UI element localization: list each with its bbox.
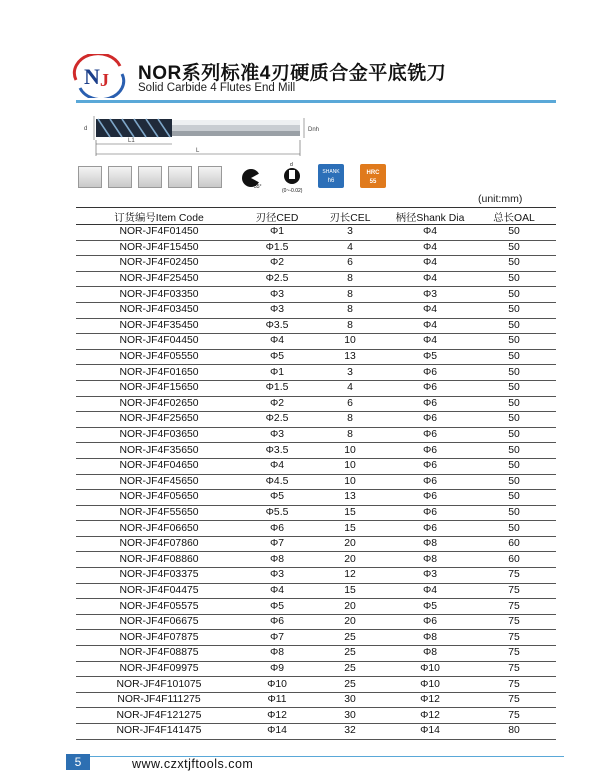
shank-h6-icon [318, 164, 344, 188]
shank-diameter-cell: Φ6 [388, 427, 472, 443]
table-row [76, 536, 556, 552]
overall-length-cell: 50 [472, 521, 556, 537]
unit-label: (unit:mm) [478, 193, 523, 205]
profile-milling-icon [168, 166, 192, 188]
shank-diameter-cell: Φ10 [388, 661, 472, 677]
cutting-diameter-cell: Φ9 [242, 661, 312, 677]
overall-length-cell: 60 [472, 536, 556, 552]
shank-diameter-cell: Φ6 [388, 521, 472, 537]
shank-diameter-cell: Φ5 [388, 349, 472, 365]
overall-length-cell: 75 [472, 568, 556, 584]
cutting-diameter-cell: Φ4 [242, 458, 312, 474]
cutting-length-cell: 25 [312, 677, 388, 693]
item-code-cell: NOR-JF4F02650 [76, 396, 242, 412]
table-row [76, 646, 556, 662]
cutting-diameter-cell: Φ1.5 [242, 380, 312, 396]
table-row [76, 568, 556, 584]
table-row [76, 521, 556, 537]
table-row [76, 349, 556, 365]
item-code-cell: NOR-JF4F25450 [76, 271, 242, 287]
page-subtitle: Solid Carbide 4 Flutes End Mill [138, 82, 296, 94]
table-row [76, 677, 556, 693]
overall-length-cell: 75 [472, 661, 556, 677]
col-cutting-diameter: 刃径CED [242, 208, 312, 225]
overall-length-cell: 50 [472, 256, 556, 272]
tolerance-icon [276, 160, 310, 194]
cutting-diameter-cell: Φ3 [242, 287, 312, 303]
item-code-cell: NOR-JF4F03650 [76, 427, 242, 443]
cutting-diameter-cell: Φ1 [242, 365, 312, 381]
overall-length-cell: 50 [472, 396, 556, 412]
shank-diameter-cell: Φ6 [388, 443, 472, 459]
cutting-length-cell: 8 [312, 318, 388, 334]
shank-diameter-cell: Φ5 [388, 599, 472, 615]
overall-length-cell: 50 [472, 458, 556, 474]
overall-length-cell: 60 [472, 552, 556, 568]
item-code-cell: NOR-JF4F111275 [76, 692, 242, 708]
table-row [76, 614, 556, 630]
item-code-cell: NOR-JF4F04450 [76, 334, 242, 350]
face-milling-icon [138, 166, 162, 188]
shank-diameter-cell: Φ12 [388, 692, 472, 708]
item-code-cell: NOR-JF4F101075 [76, 677, 242, 693]
item-code-cell: NOR-JF4F09975 [76, 661, 242, 677]
overall-length-cell: 50 [472, 334, 556, 350]
item-code-cell: NOR-JF4F03375 [76, 568, 242, 584]
cutting-diameter-cell: Φ2 [242, 256, 312, 272]
table-row [76, 552, 556, 568]
overall-length-cell: 50 [472, 474, 556, 490]
cutting-diameter-cell: Φ4 [242, 334, 312, 350]
cutting-length-cell: 13 [312, 349, 388, 365]
shank-diameter-cell: Φ14 [388, 724, 472, 740]
table-row [76, 692, 556, 708]
table-row [76, 396, 556, 412]
table-row [76, 302, 556, 318]
table-row [76, 630, 556, 646]
cutting-diameter-cell: Φ3.5 [242, 318, 312, 334]
item-code-cell: NOR-JF4F04650 [76, 458, 242, 474]
shank-diameter-cell: Φ4 [388, 318, 472, 334]
item-code-cell: NOR-JF4F05650 [76, 490, 242, 506]
table-row [76, 318, 556, 334]
table-row [76, 287, 556, 303]
item-code-cell: NOR-JF4F06650 [76, 521, 242, 537]
cutting-length-cell: 32 [312, 724, 388, 740]
item-code-cell: NOR-JF4F01650 [76, 365, 242, 381]
shank-diameter-cell: Φ6 [388, 396, 472, 412]
cutting-diameter-cell: Φ2.5 [242, 412, 312, 428]
shank-diameter-cell: Φ6 [388, 412, 472, 428]
cutting-length-cell: 10 [312, 474, 388, 490]
table-row [76, 661, 556, 677]
cutting-diameter-cell: Φ1 [242, 225, 312, 241]
cutting-length-cell: 30 [312, 708, 388, 724]
overall-length-cell: 50 [472, 302, 556, 318]
item-code-cell: NOR-JF4F07875 [76, 630, 242, 646]
cutting-diameter-cell: Φ2.5 [242, 271, 312, 287]
helix-angle-value: 35° [254, 184, 262, 190]
cutting-length-cell: 15 [312, 521, 388, 537]
cutting-length-cell: 10 [312, 458, 388, 474]
cutting-length-cell: 8 [312, 412, 388, 428]
overall-length-cell: 75 [472, 646, 556, 662]
shank-diameter-cell: Φ4 [388, 334, 472, 350]
col-overall-length: 总长OAL [472, 208, 556, 225]
cutting-diameter-cell: Φ5 [242, 490, 312, 506]
cutting-length-cell: 20 [312, 552, 388, 568]
shank-diameter-cell: Φ4 [388, 240, 472, 256]
item-code-cell: NOR-JF4F55650 [76, 505, 242, 521]
item-code-cell: NOR-JF4F25650 [76, 412, 242, 428]
page-number: 5 [66, 754, 90, 770]
cutting-length-cell: 10 [312, 443, 388, 459]
cutting-diameter-cell: Φ12 [242, 708, 312, 724]
item-code-cell: NOR-JF4F07860 [76, 536, 242, 552]
overall-length-cell: 50 [472, 240, 556, 256]
shank-diameter-cell: Φ10 [388, 677, 472, 693]
cutting-diameter-cell: Φ5.5 [242, 505, 312, 521]
table-row [76, 365, 556, 381]
cutting-diameter-cell: Φ4 [242, 583, 312, 599]
cutting-length-cell: 20 [312, 599, 388, 615]
overall-length-cell: 50 [472, 225, 556, 241]
end-mill-drawing [80, 110, 330, 160]
shank-diameter-cell: Φ6 [388, 365, 472, 381]
cutting-length-cell: 6 [312, 256, 388, 272]
item-code-cell: NOR-JF4F15450 [76, 240, 242, 256]
table-body [76, 225, 556, 740]
overall-length-cell: 75 [472, 630, 556, 646]
overall-length-cell: 75 [472, 614, 556, 630]
table-row [76, 380, 556, 396]
cutting-length-cell: 15 [312, 505, 388, 521]
shank-diameter-cell: Φ4 [388, 302, 472, 318]
shank-diameter-cell: Φ4 [388, 583, 472, 599]
cutting-length-cell: 3 [312, 225, 388, 241]
cutting-diameter-cell: Φ10 [242, 677, 312, 693]
table-header-row [76, 208, 556, 225]
shank-diameter-label: Dnh [308, 127, 320, 133]
cutting-diameter-cell: Φ7 [242, 630, 312, 646]
shank-diameter-cell: Φ6 [388, 380, 472, 396]
overall-length-cell: 50 [472, 443, 556, 459]
item-code-cell: NOR-JF4F05550 [76, 349, 242, 365]
table-row [76, 724, 556, 740]
table-row [76, 427, 556, 443]
cutting-length-cell: 30 [312, 692, 388, 708]
cutting-length-cell: 20 [312, 536, 388, 552]
shank-diameter-cell: Φ4 [388, 256, 472, 272]
table-row [76, 271, 556, 287]
item-code-cell: NOR-JF4F08875 [76, 646, 242, 662]
cutting-length-cell: 25 [312, 646, 388, 662]
cutting-length-cell: 13 [312, 490, 388, 506]
hardness-value: 55 [369, 179, 377, 185]
overall-length-cell: 75 [472, 583, 556, 599]
item-code-cell: NOR-JF4F15650 [76, 380, 242, 396]
table-row [76, 334, 556, 350]
shank-diameter-cell: Φ6 [388, 614, 472, 630]
shank-diameter-cell: Φ3 [388, 287, 472, 303]
overall-length-cell: 75 [472, 599, 556, 615]
cutting-diameter-cell: Φ5 [242, 349, 312, 365]
table-row [76, 583, 556, 599]
overall-length-cell: 50 [472, 490, 556, 506]
item-code-cell: NOR-JF4F121275 [76, 708, 242, 724]
cutting-diameter-cell: Φ7 [242, 536, 312, 552]
cutting-length-cell: 25 [312, 630, 388, 646]
shank-diameter-cell: Φ6 [388, 458, 472, 474]
item-code-cell: NOR-JF4F08860 [76, 552, 242, 568]
table-row [76, 458, 556, 474]
cutting-length-cell: 4 [312, 240, 388, 256]
item-code-cell: NOR-JF4F02450 [76, 256, 242, 272]
item-code-cell: NOR-JF4F141475 [76, 724, 242, 740]
shank-tolerance: h6 [327, 178, 335, 184]
cutting-diameter-cell: Φ11 [242, 692, 312, 708]
cutting-length-cell: 3 [312, 365, 388, 381]
table-row [76, 490, 556, 506]
overall-length-cell: 50 [472, 380, 556, 396]
overall-length-cell: 75 [472, 677, 556, 693]
flute-length-label: L1 [128, 138, 135, 144]
svg-text:J: J [100, 70, 109, 90]
overall-length-cell: 50 [472, 271, 556, 287]
overall-length-cell: 50 [472, 427, 556, 443]
table-row [76, 599, 556, 615]
spec-table [76, 207, 556, 740]
cutting-diameter-cell: Φ6 [242, 521, 312, 537]
cutting-diameter-cell: Φ6 [242, 614, 312, 630]
item-code-cell: NOR-JF4F06675 [76, 614, 242, 630]
tolerance-d-label: d [290, 162, 293, 168]
table-row [76, 474, 556, 490]
shank-label: SHANK [322, 169, 340, 175]
shank-diameter-cell: Φ6 [388, 474, 472, 490]
cutting-diameter-cell: Φ8 [242, 646, 312, 662]
cutting-diameter-cell: Φ2 [242, 396, 312, 412]
cutting-diameter-cell: Φ3.5 [242, 443, 312, 459]
shank-diameter-cell: Φ6 [388, 490, 472, 506]
overall-length-cell: 50 [472, 505, 556, 521]
page-title: NOR系列标准4刃硬质合金平底铣刀 [138, 63, 447, 84]
diameter-label: d [84, 126, 88, 132]
table-row [76, 443, 556, 459]
shoulder-milling-icon [78, 166, 102, 188]
col-item-code: 订货编号Item Code [76, 208, 242, 225]
svg-text:N: N [84, 64, 100, 89]
cutting-length-cell: 8 [312, 302, 388, 318]
overall-length-cell: 75 [472, 692, 556, 708]
shank-diameter-cell: Φ4 [388, 271, 472, 287]
item-code-cell: NOR-JF4F35450 [76, 318, 242, 334]
cutting-length-cell: 8 [312, 271, 388, 287]
cutting-length-cell: 10 [312, 334, 388, 350]
cutting-diameter-cell: Φ1.5 [242, 240, 312, 256]
cutting-diameter-cell: Φ5 [242, 599, 312, 615]
shank-diameter-cell: Φ8 [388, 536, 472, 552]
cutting-diameter-cell: Φ8 [242, 552, 312, 568]
overall-length-label: L [196, 148, 200, 154]
overall-length-cell: 80 [472, 724, 556, 740]
cutting-length-cell: 4 [312, 380, 388, 396]
overall-length-cell: 50 [472, 349, 556, 365]
tolerance-value: (0~-0.02) [282, 188, 303, 194]
overall-length-cell: 50 [472, 287, 556, 303]
cutting-length-cell: 25 [312, 661, 388, 677]
table-row [76, 256, 556, 272]
slotting-icon [108, 166, 132, 188]
table-row [76, 412, 556, 428]
overall-length-cell: 50 [472, 365, 556, 381]
item-code-cell: NOR-JF4F05575 [76, 599, 242, 615]
col-cutting-length: 刃长CEL [312, 208, 388, 225]
item-code-cell: NOR-JF4F01450 [76, 225, 242, 241]
shank-diameter-cell: Φ8 [388, 646, 472, 662]
shank-diameter-cell: Φ8 [388, 552, 472, 568]
table-row [76, 505, 556, 521]
col-shank-diameter: 柄径Shank Dia [388, 208, 472, 225]
cutting-length-cell: 8 [312, 427, 388, 443]
cutting-length-cell: 20 [312, 614, 388, 630]
hardness-icon [360, 164, 386, 188]
shank-diameter-cell: Φ8 [388, 630, 472, 646]
cutting-length-cell: 8 [312, 287, 388, 303]
cutting-length-cell: 15 [312, 583, 388, 599]
overall-length-cell: 75 [472, 708, 556, 724]
item-code-cell: NOR-JF4F04475 [76, 583, 242, 599]
header-divider [76, 100, 556, 103]
cutting-length-cell: 12 [312, 568, 388, 584]
side-milling-icon [198, 166, 222, 188]
cutting-diameter-cell: Φ4.5 [242, 474, 312, 490]
item-code-cell: NOR-JF4F45650 [76, 474, 242, 490]
shank-diameter-cell: Φ4 [388, 225, 472, 241]
cutting-diameter-cell: Φ3 [242, 427, 312, 443]
item-code-cell: NOR-JF4F03350 [76, 287, 242, 303]
helix-angle-icon [240, 166, 266, 190]
cutting-length-cell: 6 [312, 396, 388, 412]
overall-length-cell: 50 [472, 318, 556, 334]
shank-diameter-cell: Φ6 [388, 505, 472, 521]
shank-diameter-cell: Φ12 [388, 708, 472, 724]
item-code-cell: NOR-JF4F03450 [76, 302, 242, 318]
website-url: www.czxtjftools.com [132, 757, 254, 771]
table-row [76, 240, 556, 256]
brand-logo [70, 54, 126, 98]
overall-length-cell: 50 [472, 412, 556, 428]
cutting-diameter-cell: Φ14 [242, 724, 312, 740]
table-row [76, 708, 556, 724]
shank-diameter-cell: Φ3 [388, 568, 472, 584]
cutting-diameter-cell: Φ3 [242, 302, 312, 318]
item-code-cell: NOR-JF4F35650 [76, 443, 242, 459]
cutting-diameter-cell: Φ3 [242, 568, 312, 584]
table-row [76, 225, 556, 241]
hardness-label: HRC [366, 170, 380, 176]
